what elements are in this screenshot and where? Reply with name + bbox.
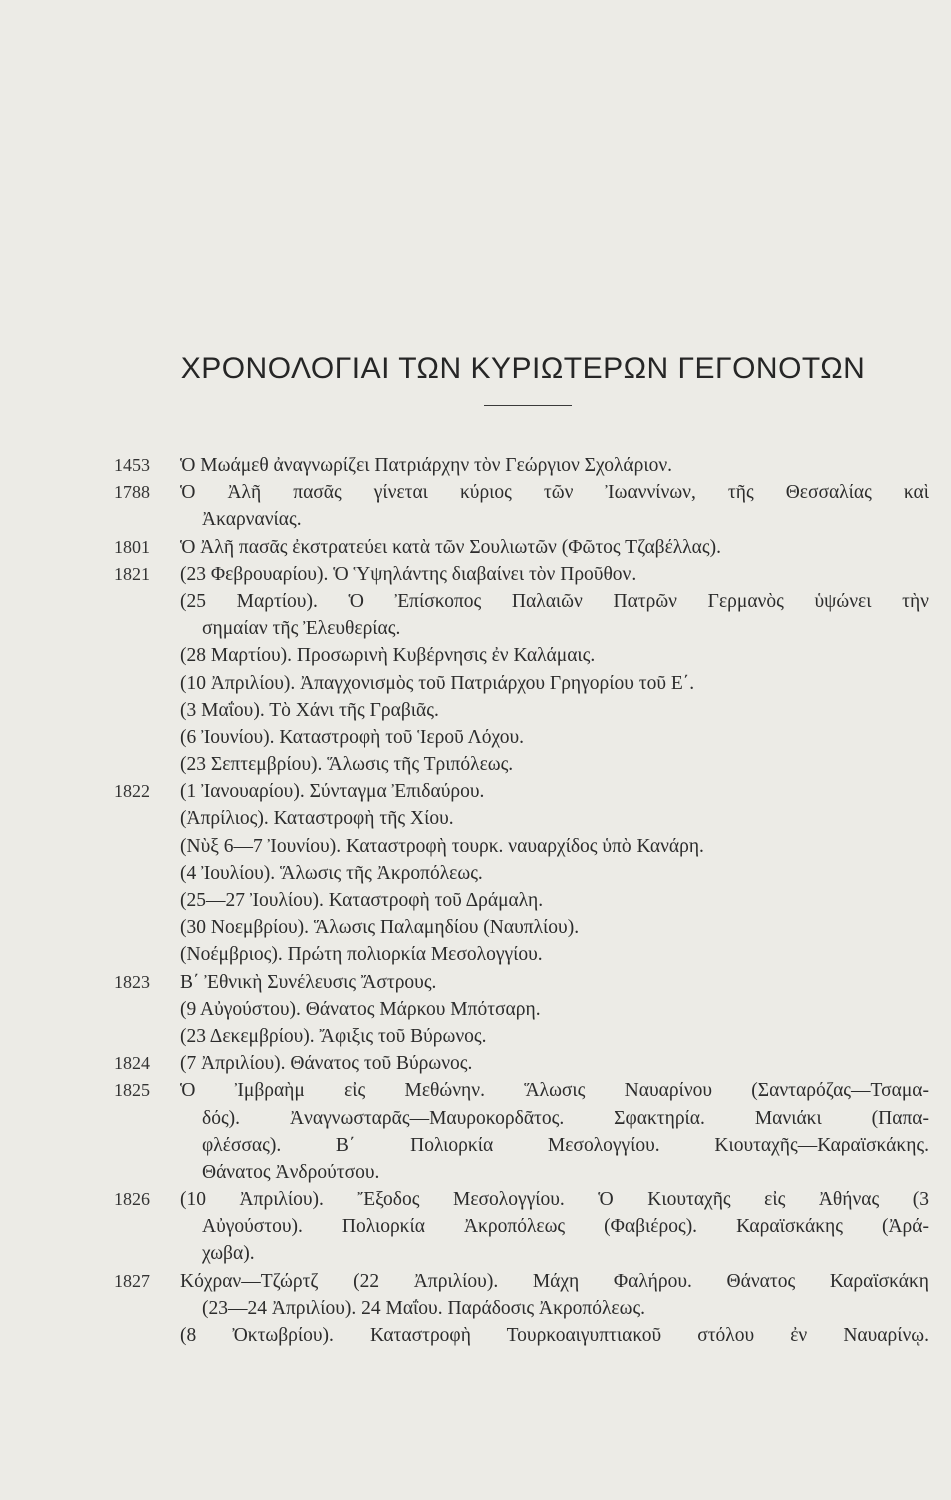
chronology-line (0, 479, 951, 506)
chronology-line (0, 1105, 951, 1132)
year-label: 1824 (114, 1053, 150, 1074)
chronology-line (0, 506, 951, 533)
chronology-line (0, 1186, 951, 1213)
year-label: 1826 (114, 1189, 150, 1210)
event-text: (30 Νοεμβρίου). Ἅλωσις Παλαμηδίου (Ναυπλίου). (180, 917, 580, 939)
chronology-line (0, 588, 951, 615)
chronology-line (0, 534, 951, 561)
event-text: (4 Ἰουλίου). Ἅλωσις τῆς Ἀκροπόλεως. (180, 862, 483, 884)
event-text: (6 Ἰουνίου). Καταστροφὴ τοῦ Ἱεροῦ Λόχου. (180, 726, 524, 748)
chronology-line (0, 1023, 951, 1050)
chronology-line (0, 969, 951, 996)
chronology-line (0, 561, 951, 588)
event-text: Ὁ Ἀλῆ πασᾶς γίνεται κύριος τῶν Ἰωαννίνων, τῆς Θεσσαλίας καὶ (180, 482, 929, 504)
event-text: (10 Ἀπριλίου). Ἔξοδος Μεσολογγίου. Ὁ Κιουταχῆς εἰς Ἀθήνας (3 (180, 1189, 929, 1211)
event-text: Ὁ Μωάμεθ ἀναγνωρίζει Πατριάρχην τὸν Γεώργιον Σχολάριον. (180, 455, 673, 476)
event-text: (7 Ἀπριλίου). Θάνατος τοῦ Βύρωνος. (180, 1053, 473, 1075)
year-label: 1821 (114, 563, 150, 584)
chronology-line (0, 778, 951, 805)
event-text: Ὁ Ἰμβραὴμ εἰς Μεθώνην. Ἅλωσις Ναυαρίνου (Σανταρόζας—Τσαμα- (180, 1080, 929, 1102)
chronology-line (0, 697, 951, 724)
event-text: Αὐγούστου). Πολιορκία Ἀκροπόλεως (Φαβιέρος). Καραϊσκάκης (Ἀρά- (202, 1216, 929, 1238)
title-divider (484, 405, 572, 406)
chronology-line (0, 1132, 951, 1159)
chronology-line (0, 833, 951, 860)
event-text: (1 Ἰανουαρίου). Σύνταγμα Ἐπιδαύρου. (180, 781, 485, 803)
chronology-line (0, 1213, 951, 1240)
event-text: (23 Φεβρουαρίου). Ὁ Ὑψηλάντης διαβαίνει τὸν Προῦθον. (180, 563, 637, 585)
chronology-line (0, 887, 951, 914)
year-label: 1788 (114, 482, 150, 503)
year-label: 1825 (114, 1080, 150, 1101)
chronology-list (0, 452, 951, 1349)
chronology-line (0, 1159, 951, 1186)
event-text: (28 Μαρτίου). Προσωρινὴ Κυβέρνησις ἐν Καλάμαις. (180, 645, 596, 667)
event-text: (23 Δεκεμβρίου). Ἄφιξις τοῦ Βύρωνος. (180, 1025, 487, 1047)
event-text: σημαίαν τῆς Ἐλευθερίας. (202, 618, 401, 640)
event-text: (Ἀπρίλιος). Καταστροφὴ τῆς Χίου. (180, 808, 454, 830)
chronology-line (0, 860, 951, 887)
event-text: (Νοέμβριος). Πρώτη πολιορκία Μεσολογγίου. (180, 944, 543, 966)
chronology-line (0, 670, 951, 697)
year-label: 1801 (114, 536, 150, 557)
event-text: φλέσσας). Β΄ Πολιορκία Μεσολογγίου. Κιουταχῆς—Καραϊσκάκης. (202, 1134, 929, 1156)
chronology-line (0, 615, 951, 642)
event-text: Ἀκαρνανίας. (202, 509, 302, 531)
chronology-line (0, 1295, 951, 1322)
chronology-line (0, 751, 951, 778)
event-text: (25 Μαρτίου). Ὁ Ἐπίσκοπος Παλαιῶν Πατρῶν Γερμανὸς ὑψώνει τὴν (180, 590, 929, 612)
event-text: (9 Αὐγούστου). Θάνατος Μάρκου Μπότσαρη. (180, 998, 541, 1020)
chronology-line (0, 452, 951, 479)
event-text: (3 Μαΐου). Τὸ Χάνι τῆς Γραβιᾶς. (180, 699, 439, 721)
chronology-line (0, 1268, 951, 1295)
chronology-line (0, 1077, 951, 1104)
chronology-line (0, 805, 951, 832)
chronology-line (0, 724, 951, 751)
event-text: (8 Ὀκτωβρίου). Καταστροφὴ Τουρκοαιγυπτιακοῦ στόλου ἐν Ναυαρίνῳ. (180, 1325, 929, 1346)
event-text: Κόχραν—Τζώρτζ (22 Ἀπριλίου). Μάχη Φαλήρου. Θάνατος Καραϊσκάκη (180, 1270, 929, 1292)
event-text: χωβα). (202, 1243, 255, 1265)
chronology-line (0, 1050, 951, 1077)
event-text: δός). Ἀναγνωσταρᾶς—Μαυροκορδᾶτος. Σφακτηρία. Μανιάκι (Παπα- (202, 1107, 929, 1129)
chronology-line (0, 914, 951, 941)
event-text: Β΄ Ἐθνικὴ Συνέλευσις Ἄστρους. (180, 971, 437, 993)
year-label: 1822 (114, 781, 150, 802)
chronology-line (0, 1322, 951, 1349)
event-text: (23 Σεπτεμβρίου). Ἅλωσις τῆς Τριπόλεως. (180, 754, 514, 776)
year-label: 1453 (114, 455, 150, 475)
page-title: ΧΡΟΝΟΛΟΓΙΑΙ ΤΩΝ ΚΥΡΙΩΤΕΡΩΝ ΓΕΓΟΝΟΤΩΝ (180, 352, 866, 385)
event-text: Ὁ Ἀλῆ πασᾶς ἐκστρατεύει κατὰ τῶν Σουλιωτῶν (Φῶτος Τζαβέλλας). (180, 536, 721, 558)
chronology-line (0, 941, 951, 968)
year-label: 1827 (114, 1270, 150, 1291)
chronology-line (0, 642, 951, 669)
chronology-line (0, 1240, 951, 1267)
event-text: (Νὺξ 6—7 Ἰουνίου). Καταστροφὴ τουρκ. ναυαρχίδος ὑπὸ Κανάρη. (180, 835, 704, 857)
event-text: (10 Ἀπριλίου). Ἀπαγχονισμὸς τοῦ Πατριάρχου Γρηγορίου τοῦ Ε΄. (180, 672, 695, 694)
event-text: Θάνατος Ἀνδρούτσου. (202, 1161, 380, 1183)
chronology-line (0, 996, 951, 1023)
year-label: 1823 (114, 971, 150, 992)
event-text: (23—24 Ἀπριλίου). 24 Μαΐου. Παράδοσις Ἀκροπόλεως. (202, 1297, 646, 1319)
event-text: (25—27 Ἰουλίου). Καταστροφὴ τοῦ Δράμαλη. (180, 890, 544, 911)
